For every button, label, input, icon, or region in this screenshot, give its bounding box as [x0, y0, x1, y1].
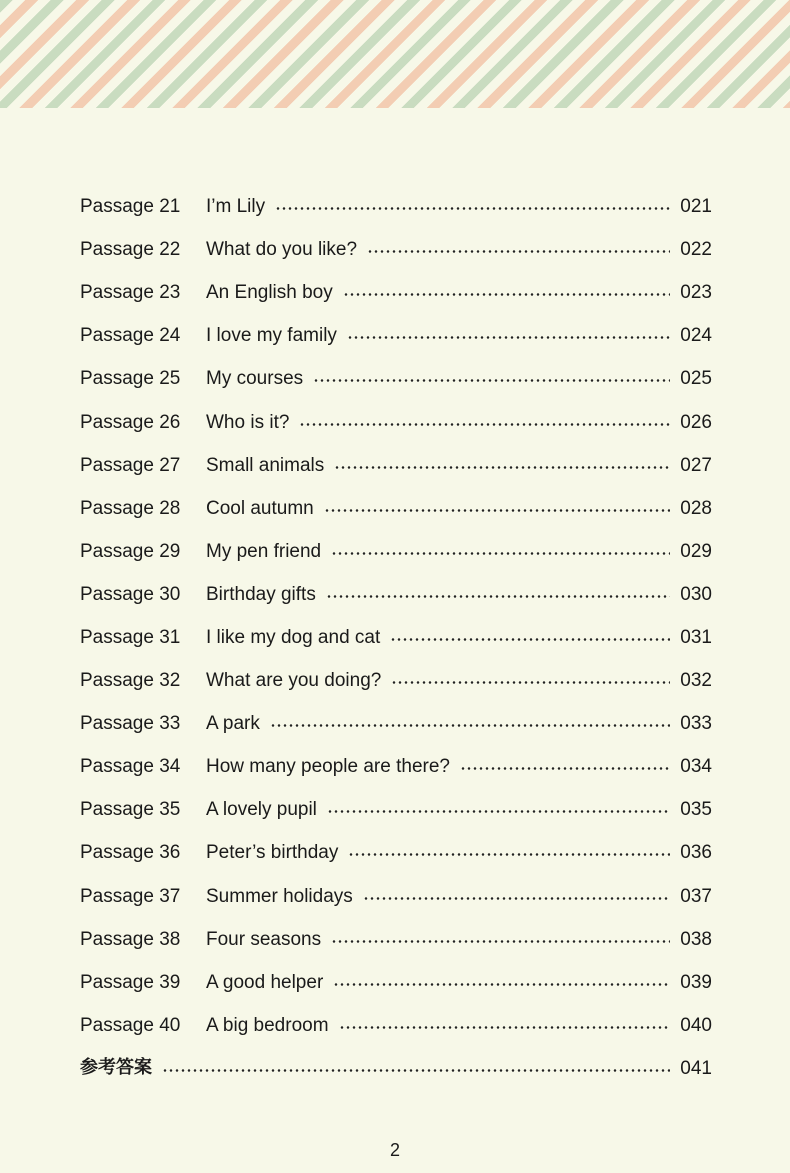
toc-entry[interactable]	[80, 228, 712, 271]
dot-leader	[391, 681, 670, 684]
toc-entry[interactable]	[80, 788, 712, 831]
passage-number: Passage 40	[80, 1014, 181, 1036]
dot-leader	[343, 293, 670, 296]
passage-number: Passage 37	[80, 885, 181, 907]
passage-title: My pen friend	[206, 540, 322, 562]
dot-leader	[334, 466, 670, 469]
passage-title: Who is it?	[206, 411, 290, 433]
dot-leader	[363, 897, 670, 900]
passage-title: I’m Lily	[206, 196, 266, 218]
toc-page-number: 041	[680, 1057, 712, 1079]
toc-page-number: 038	[680, 928, 712, 950]
toc-page-number: 029	[680, 540, 712, 562]
dot-leader	[327, 810, 670, 813]
dot-leader	[324, 509, 670, 512]
passage-number: Passage 34	[80, 756, 181, 778]
passage-title: Peter’s birthday	[206, 842, 339, 864]
toc-page-number: 036	[680, 842, 712, 864]
toc-entry[interactable]	[80, 271, 712, 314]
passage-number: Passage 29	[80, 540, 181, 562]
page-number: 2	[389, 1140, 400, 1160]
toc-page-number: 027	[680, 454, 712, 476]
passage-number: Passage 28	[80, 497, 181, 519]
dot-leader	[347, 336, 670, 339]
toc-entry[interactable]	[80, 831, 712, 874]
passage-title: Birthday gifts	[206, 583, 316, 605]
passage-title: Four seasons	[206, 928, 322, 950]
passage-number: Passage 24	[80, 325, 181, 347]
passage-title: A big bedroom	[206, 1014, 329, 1036]
passage-title: Small animals	[206, 454, 325, 476]
dot-leader	[460, 767, 670, 770]
dot-leader	[326, 595, 670, 598]
toc-entry[interactable]	[80, 487, 712, 530]
toc-page-number: 033	[680, 713, 712, 735]
passage-title: An English boy	[206, 282, 333, 304]
toc-page-number: 030	[680, 583, 712, 605]
passage-title: Cool autumn	[206, 497, 314, 519]
toc-page-number: 037	[680, 885, 712, 907]
passage-title: I love my family	[206, 325, 337, 347]
toc-entry[interactable]	[80, 745, 712, 788]
toc-page-number: 032	[680, 670, 712, 692]
toc-page-number: 023	[680, 282, 712, 304]
toc-page-number: 022	[680, 239, 712, 261]
dot-leader	[390, 638, 670, 641]
dot-leader	[162, 1069, 670, 1072]
dot-leader	[339, 1026, 670, 1029]
dot-leader	[333, 983, 670, 986]
passage-title: My courses	[206, 368, 304, 390]
dot-leader	[367, 250, 670, 253]
toc-entry[interactable]	[80, 573, 712, 616]
passage-title: How many people are there?	[206, 756, 450, 778]
toc-page-number: 034	[680, 756, 712, 778]
passage-number: Passage 38	[80, 928, 181, 950]
toc-entry[interactable]	[80, 918, 712, 961]
passage-title: I like my dog and cat	[206, 626, 381, 648]
toc-entry[interactable]	[80, 659, 712, 702]
toc-page-number: 026	[680, 411, 712, 433]
toc-page-number: 039	[680, 971, 712, 993]
passage-number: Passage 26	[80, 411, 181, 433]
toc-page-number: 028	[680, 497, 712, 519]
toc-entry[interactable]	[80, 616, 712, 659]
toc-entry[interactable]	[80, 185, 712, 228]
toc-page-number: 024	[680, 325, 712, 347]
toc-page-number: 031	[680, 626, 712, 648]
toc-entry[interactable]	[80, 444, 712, 487]
toc-entry[interactable]	[80, 400, 712, 443]
dot-leader	[275, 207, 670, 210]
passage-title: What are you doing?	[206, 670, 382, 692]
dot-leader	[331, 552, 670, 555]
passage-number: Passage 35	[80, 799, 181, 821]
dot-leader	[348, 853, 670, 856]
toc-entry[interactable]	[80, 530, 712, 573]
toc-entry[interactable]	[80, 961, 712, 1004]
dot-leader	[299, 423, 670, 426]
passage-title: Summer holidays	[206, 885, 353, 907]
passage-number: Passage 33	[80, 713, 181, 735]
passage-title: A good helper	[206, 971, 324, 993]
toc-page-number: 035	[680, 799, 712, 821]
dot-leader	[313, 379, 670, 382]
decorative-stripe-band	[0, 0, 790, 108]
toc-entry-answers[interactable]	[80, 1047, 712, 1090]
passage-title: What do you like?	[206, 239, 358, 261]
passage-number: Passage 36	[80, 842, 181, 864]
passage-number: Passage 31	[80, 626, 181, 648]
dot-leader	[331, 940, 670, 943]
toc-page-number: 025	[680, 368, 712, 390]
passage-number: Passage 27	[80, 454, 181, 476]
dot-leader	[270, 724, 670, 727]
passage-number: Passage 39	[80, 971, 181, 993]
toc-entry[interactable]	[80, 357, 712, 400]
toc-entry[interactable]	[80, 702, 712, 745]
toc-page-number: 040	[680, 1014, 712, 1036]
toc-page-number: 021	[680, 196, 712, 218]
passage-number: Passage 30	[80, 583, 181, 605]
passage-number: Passage 22	[80, 239, 181, 261]
toc-entry[interactable]	[80, 875, 712, 918]
passage-number: Passage 21	[80, 196, 181, 218]
table-of-contents	[80, 185, 712, 1090]
passage-number: Passage 25	[80, 368, 181, 390]
toc-entry[interactable]	[80, 1004, 712, 1047]
passage-number: Passage 23	[80, 282, 181, 304]
toc-entry[interactable]	[80, 314, 712, 357]
answers-label: 参考答案	[80, 1057, 152, 1079]
passage-title: A lovely pupil	[206, 799, 317, 821]
passage-number: Passage 32	[80, 670, 181, 692]
passage-title: A park	[206, 713, 260, 735]
